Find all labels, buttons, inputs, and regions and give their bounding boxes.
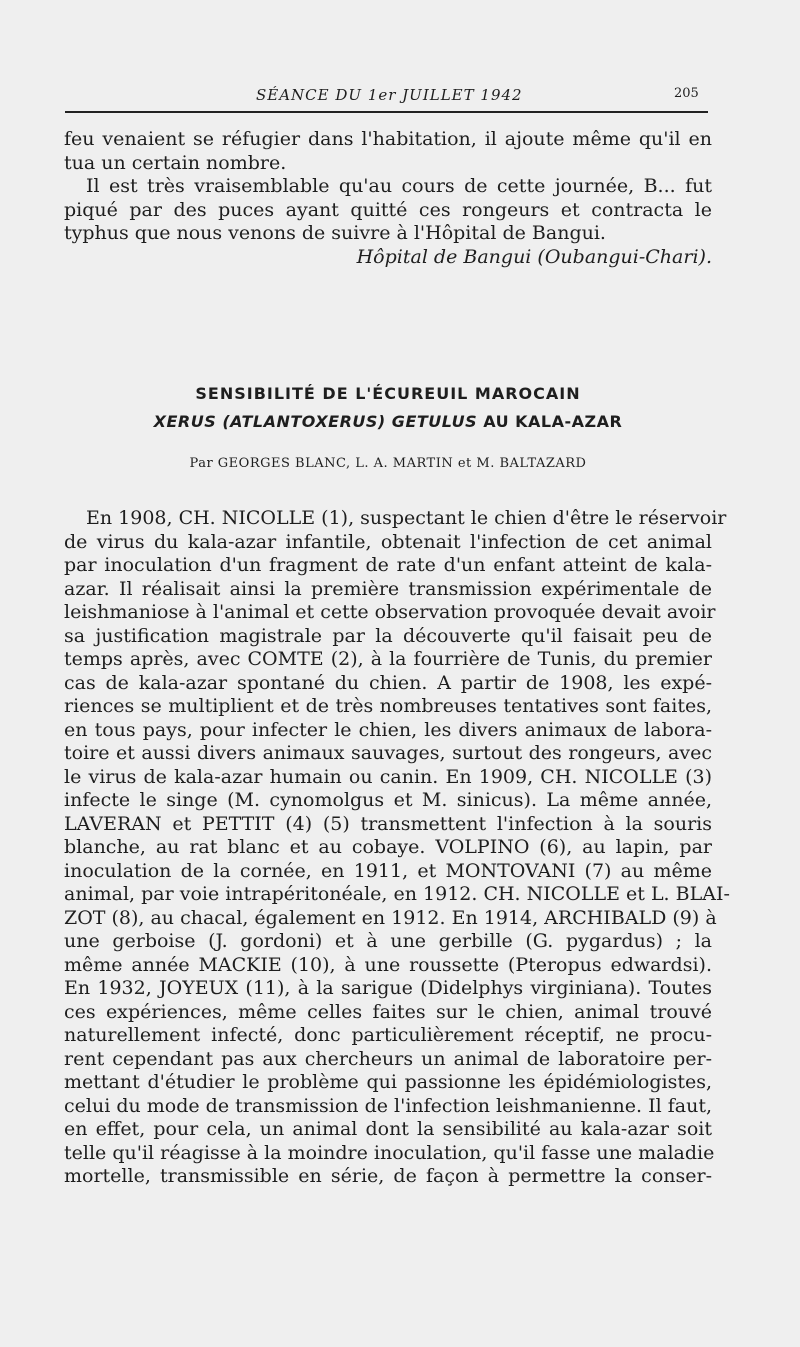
header-rule	[65, 111, 708, 113]
text-line: animal, par voie intrapéritonéale, en 1912. CH. NICOLLE et L. BLAI-	[64, 883, 730, 905]
text-line: typhus que nous venons de suivre à l'Hôpital de Bangui.	[64, 222, 606, 244]
text-line: telle qu'il réagisse à la moindre inoculation, qu'il fasse une maladie	[64, 1141, 715, 1164]
previous-article-ending	[64, 128, 712, 269]
text-line: leishmaniose à l'animal et cette observation provoquée devait avoir	[64, 601, 716, 623]
text-line: inoculation de la cornée, en 1911, et MONTOVANI (7) au même	[64, 859, 712, 882]
article-title-line1: SENSIBILITÉ DE L'ÉCUREUIL MAROCAIN	[195, 384, 581, 403]
text-line: cas de kala-azar spontané du chien. A partir de 1908, les expé-	[64, 671, 712, 694]
text-line: LAVERAN et PETTIT (4) (5) transmettent l'infection à la souris	[64, 812, 712, 835]
text-line: sa justification magistrale par la découverte qu'il faisait peu de	[64, 624, 712, 647]
running-header: SÉANCE DU 1er JUILLET 1942	[256, 86, 523, 104]
text-line: piqué par des puces ayant quitté ces rongeurs et contracta le	[64, 198, 712, 221]
text-line: temps après, avec COMTE (2), à la fourrière de Tunis, du premier	[64, 648, 712, 670]
text-line: Il est très vraisemblable qu'au cours de cette journée, B... fut	[86, 175, 712, 197]
text-line: ces expériences, même celles faites sur le chien, animal trouvé	[64, 1000, 712, 1023]
text-line: feu venaient se réfugier dans l'habitation, il ajoute même qu'il en	[64, 128, 712, 150]
text-line: mettant d'étudier le problème qui passionne les épidémiologistes,	[64, 1071, 712, 1093]
text-line: azar. Il réalisait ainsi la première transmission expérimentale de	[64, 577, 712, 600]
page-number: 205	[674, 86, 699, 101]
text-line: en effet, pour cela, un animal dont la sensibilité au kala-azar soit	[64, 1118, 712, 1140]
text-line: naturellement infecté, donc particulièrement réceptif, ne procu-	[64, 1024, 712, 1046]
text-line: rent cependant pas aux chercheurs un animal de laboratoire per-	[64, 1047, 712, 1070]
title-rest: AU KALA-AZAR	[483, 412, 623, 431]
article-title-line2	[64, 412, 712, 431]
text-line: celui du mode de transmission de l'infection leishmanienne. Il faut,	[64, 1094, 712, 1117]
text-line: par inoculation d'un fragment de rate d'un enfant atteint de kala-	[64, 554, 712, 576]
text-line: En 1932, JOYEUX (11), à la sarigue (Didelphys virginiana). Toutes	[64, 977, 712, 999]
article-body	[64, 507, 730, 1189]
text-line: une gerboise (J. gordoni) et à une gerbille (G. pygardus) ; la	[64, 930, 712, 952]
text-line: En 1908, CH. NICOLLE (1), suspectant le chien d'être le réservoir	[86, 507, 727, 529]
text-line: riences se multiplient et de très nombreuses tentatives sont faites,	[64, 695, 712, 717]
affiliation-line: Hôpital de Bangui (Oubangui-Chari).	[356, 245, 712, 268]
text-line: ZOT (8), au chacal, également en 1912. En 1914, ARCHIBALD (9) à	[64, 906, 717, 929]
text-line: même année MACKIE (10), à une roussette (Pteropus edwardsi).	[64, 953, 712, 976]
text-line: de virus du kala-azar infantile, obtenait l'infection de cet animal	[64, 530, 712, 553]
text-line: le virus de kala-azar humain ou canin. En 1909, CH. NICOLLE (3)	[64, 765, 712, 788]
text-line: blanche, au rat blanc et au cobaye. VOLPINO (6), au lapin, par	[64, 836, 712, 858]
text-line: infecte le singe (M. cynomolgus et M. sinicus). La même année,	[64, 789, 712, 811]
text-line: tua un certain nombre.	[64, 151, 287, 174]
species-name: XERUS (ATLANTOXERUS) GETULUS	[153, 412, 478, 431]
text-line: en tous pays, pour infecter le chien, les divers animaux de labora-	[64, 718, 712, 741]
article-authors: Par GEORGES BLANC, L. A. MARTIN et M. BALTAZARD	[189, 456, 587, 471]
text-line: mortelle, transmissible en série, de façon à permettre la conser-	[64, 1165, 712, 1187]
text-line: toire et aussi divers animaux sauvages, surtout des rongeurs, avec	[64, 742, 712, 764]
